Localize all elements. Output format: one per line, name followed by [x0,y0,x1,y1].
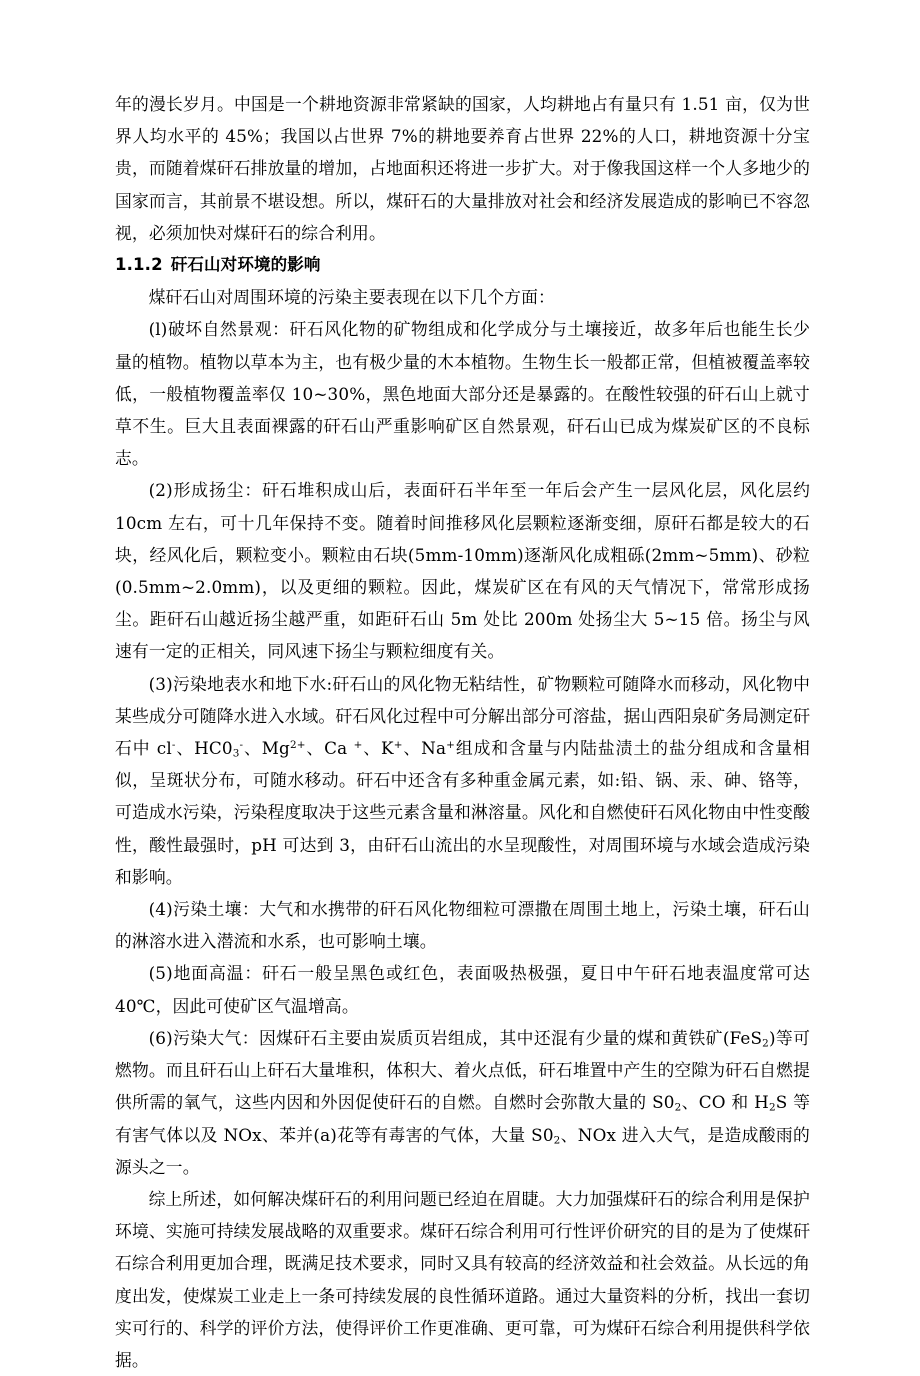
item-3-paragraph [115,668,810,893]
item-3-text-5: 、K [362,738,394,759]
intro-paragraph: 年的漫长岁月。中国是一个耕地资源非常紧缺的国家，人均耕地占有量只有 1.51 亩，仅为世界人均水平的 45%；我国以占世界 7%的耕地要养育占世界 22%的人口，耕地资源十分宝贵，而随着煤矸石排放量的增加，占地面积还将进一步扩大。对于像我国这样一个人多地少的国家而言，其前景不堪设想。所以，煤矸石的大量排放对社会和经济发展造成的影响已不容忽视，必须加快对煤矸石的综合利用。 [115,94,810,243]
section-number: 1.1.2 [115,255,163,275]
sodium-charge: + [446,738,456,751]
so2-subscript: 2 [674,1101,682,1114]
item-1-paragraph: (l)破坏自然景观：矸石风化物的矿物组成和化学成分与土壤接近，故多年后也能生长少量的植物。植物以草本为主，也有极少量的木本植物。生物生长一般都正常，但植被覆盖率较低，一般植物覆盖率仅 10~30%，黑色地面大部分还是暴露的。在酸性较强的矸石山上就寸草不生。巨大且表面裸露的矸石山严重影响矿区自然景观，矸石山已成为煤炭矿区的不良标志。 [115,319,810,469]
potassium-charge: + [393,738,403,751]
item-6-text-2: )等可燃物。而且矸石山上矸石大量堆积，体积大、着火点低，矸石堆置中产生的空隙为矸石自燃提供所需的氧气，这些内因和外因促使矸石的自燃。自燃时会弥散大量的 S0 [115,1027,810,1113]
bicarbonate-charge: - [239,738,244,751]
item-3-text-3: 、Mg [243,738,290,759]
item-3-text-7: 组成和含量与内陆盐渍土的盐分组成和含量相似，呈斑状分布，可随水移动。矸石中还含有多种重金属元素，如:铅、锅、汞、砷、铬等，可造成水污染，污染程度取决于这些元素含量和淋溶量。风化和自燃使矸石风化物由中性变酸性，酸性最强时，pH 可达到 3，由矸石山流出的水呈现酸性，对周围环境与水域会造成污染和影响。 [115,738,810,887]
document-body [115,88,810,1376]
section-heading [115,249,810,281]
so2-subscript-2: 2 [553,1134,561,1147]
item-6-text-4: S 等有害气体以及 NOx、苯并(a)花等有毒害的气体，大量 S0 [115,1092,811,1145]
section-title: 矸石山对环境的影响 [170,255,321,275]
section-intro-paragraph: 煤矸石山对周围环境的污染主要表现在以下几个方面： [148,287,555,308]
conclusion-paragraph: 综上所述，如何解决煤矸石的利用问题已经迫在眉睫。大力加强煤矸石的综合利用是保护环境、实施可持续发展战略的双重要求。煤矸石综合利用可行性评价研究的目的是为了使煤矸石综合利用更加合理，既满足技术要求，同时又具有较高的经济效益和社会效益。从长远的角度出发，使煤炭工业走上一条可持续发展的良性循环道路。通过大量资料的分析，找出一套切实可行的、科学的评价方法，使得评价工作更准确、更可靠，可为煤矸石综合利用提供科学依据。 [115,1188,810,1370]
item-6-paragraph [115,1022,810,1183]
item-3-text-4: 、Ca [305,738,354,759]
h2s-subscript: 2 [768,1101,776,1114]
item-4-paragraph: (4)污染土壤：大气和水携带的矸石风化物细粒可漂撒在周围土地上，污染土壤，矸石山的淋溶水进入潜流和水系，也可影响土壤。 [115,899,810,952]
item-6-text-5: 、NOx 进入大气，是造成酸雨的源头之一。 [115,1124,810,1177]
item-3-text-2: 、HC0 [175,738,233,759]
pyrite-subscript: 2 [762,1037,769,1050]
calcium-charge: + [353,738,363,751]
chloride-charge: - [171,738,176,751]
magnesium-charge: 2+ [289,738,306,751]
item-6-text-3: 、CO 和 H [681,1092,769,1113]
item-3-text-6: 、Na [402,738,447,759]
item-5-paragraph: (5)地面高温：矸石一般呈黑色或红色，表面吸热极强，夏日中午矸石地表温度常可达 40℃，因此可使矿区气温增高。 [115,963,810,1016]
item-3-text-1: (3)污染地表水和地下水:矸石山的风化物无粘结性，矿物颗粒可随降水而移动，风化物中某些成分可随降水进入水域。矸石风化过程中可分解出部分可溶盐，据山西阳泉矿务局测定矸石中 cl [115,673,810,759]
bicarbonate-subscript: 3 [232,747,240,760]
item-6-text-1: (6)污染大气：因煤矸石主要由炭质页岩组成，其中还混有少量的煤和黄铁矿(FeS [148,1027,763,1048]
item-2-paragraph: (2)形成扬尘：矸石堆积成山后，表面矸石半年至一年后会产生一层风化层，风化层约 10cm 左右，可十几年保持不变。随着时间推移风化层颗粒逐渐变细，原矸石都是较大的石块，经风化后，颗粒变小。颗粒由石块(5mm-10mm)逐渐风化成粗砾(2mm~5mm)、砂粒(0.5mm~2.0mm)，以及更细的颗粒。因此，煤炭矿区在有风的天气情况下，常常形成扬尘。距矸石山越近扬尘越严重，如距矸石山 5m 处比 200m 处扬尘大 5~15 倍。扬尘与风速有一定的正相关，同风速下扬尘与颗粒细度有关。 [115,480,810,662]
